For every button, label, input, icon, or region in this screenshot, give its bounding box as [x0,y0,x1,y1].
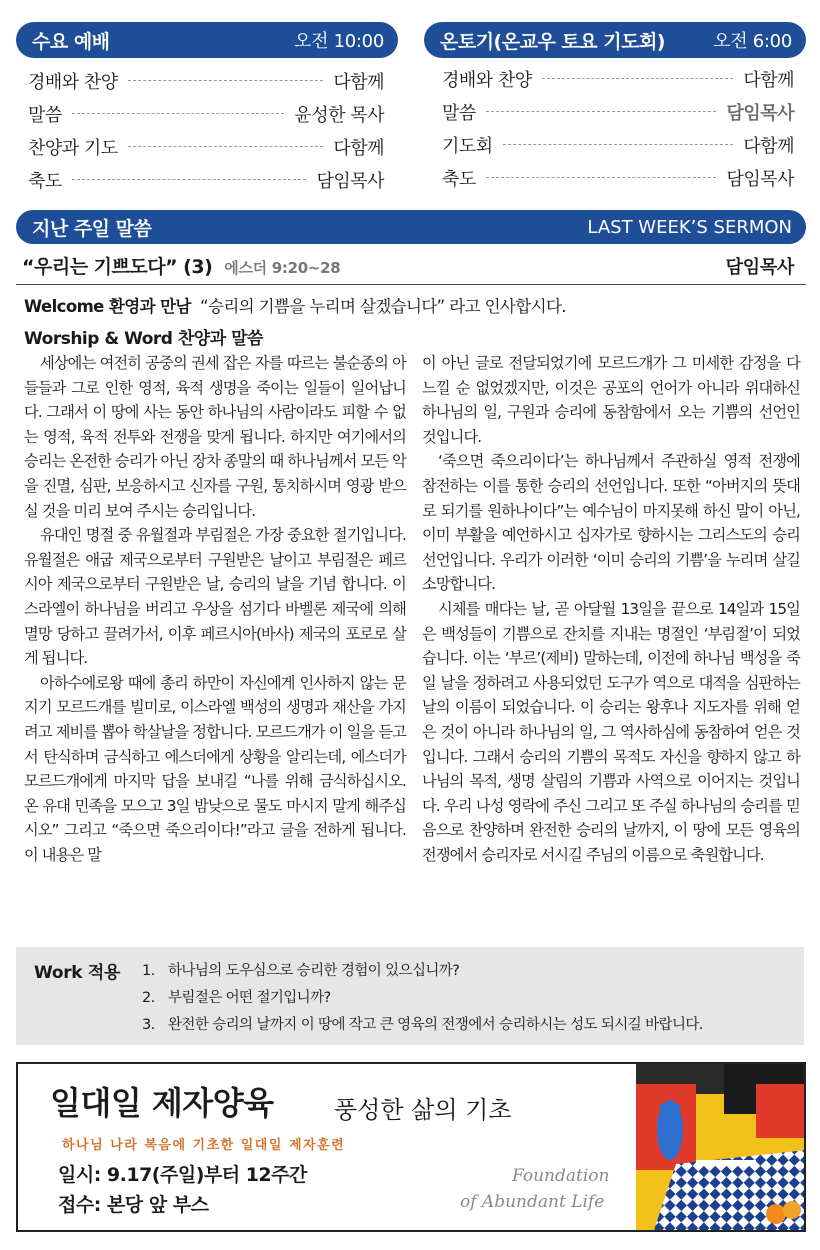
promo-en-line-2: of Abundant Life [460,1192,605,1212]
sermon-preacher: 담임목사 [725,257,794,278]
saturday-prayer-time: 오전 6:00 [713,31,792,52]
schedule-label: 기도회 [442,135,493,157]
sermon-section-title-en: LAST WEEK’S SERMON [587,216,792,238]
schedule-row [442,161,794,194]
welcome-label: Welcome 환영과 만남 [24,297,191,316]
work-item [142,985,703,1012]
wednesday-service-title: 수요 예배 [32,30,110,53]
work-item-number: 2. [142,990,155,1006]
leader-dots [503,144,734,145]
schedule-row [442,62,794,95]
schedule-value: 다함께 [333,71,384,93]
still-life-painting [636,1064,806,1230]
sermon-paragraph: 세상에는 여전히 공중의 권세 잡은 자를 따르는 불순종의 아들들과 그로 인한 영적, 육적 생명을 죽이는 일들이 일어납니다. 그래서 이 땅에 사는 동안 하나님의 사람이라도 피할 수 없는 영적, 육적 전투와 전쟁을 맞게 됩니다. 하지만 여기에서의 승리는 온전한 승리가 아닌 장차 종말의 때 하나님께서 모든 악을 진멸, 심판, 보응하시고 신자를 구원, 통치하시며 영광 받으실 것을 미리 보여 주시는 승리입니다. [24,354,406,520]
sermon-paragraph: 이 아닌 글로 전달되었기에 모르드개가 그 미세한 감정을 다 느낄 순 없었겠지만, 이것은 공포의 언어가 아니라 위대하신 하나님의 일, 구원과 승리에 동참함에서 오는 기쁨의 선언인 것입니다. [422,354,800,446]
saturday-prayer-header [424,22,806,58]
promo-tagline: 하나님 나라 복음에 기초한 일대일 제자훈련 [62,1138,346,1153]
work-label: Work 적용 [34,963,121,983]
schedule-label: 말씀 [28,104,62,126]
work-list [142,958,703,1039]
schedule-value: 담임목사 [726,168,794,190]
welcome-text: “승리의 기쁨을 누리며 살겠습니다” 라고 인사합시다. [200,297,566,316]
sermon-column-left [24,351,406,867]
sermon-column-right [422,351,800,867]
leader-dots [128,80,324,81]
saturday-schedule [442,62,794,194]
schedule-label: 경배와 찬양 [28,71,118,93]
work-item-text: 완전한 승리의 날까지 이 땅에 작고 큰 영육의 전쟁에서 승리하시는 성도 되시길 바랍니다. [168,1017,703,1033]
work-item [142,958,703,985]
sermon-paragraph: 아하수에로왕 때에 총리 하만이 자신에게 인사하지 않는 문지기 모르드개를 빌미로, 이스라엘 백성의 생명과 재산을 가지려고 제비를 뽑아 학살날을 정합니다. 모르드개가 이 일을 듣고서 탄식하며 금식하고 에스더에게 상황을 알리는데, 에스더가 모르드개에게 마지막 답을 보내길 “나를 위해 금식하십시오. 온 유대 민족을 모으고 3일 밤낮으로 물도 마시지 말게 해주십시오” 그리고 “죽으면 죽으리이다!”라고 글을 전하게 됩니다. 이 내용은 말 [24,673,406,864]
promo-title: 일대일 제자양육 [50,1084,274,1122]
worship-label: Worship & Word 찬양과 말씀 [24,329,263,349]
schedule-row [28,163,384,196]
promo-registration: 접수: 본당 앞 부스 [58,1194,209,1216]
last-week-sermon-bar [16,210,806,244]
schedule-value: 다함께 [743,69,794,91]
leader-dots [486,177,717,178]
schedule-row [28,130,384,163]
saturday-prayer-title: 온토기(온교우 토요 기도회) [440,30,665,53]
schedule-value: 다함께 [743,135,794,157]
sermon-title: “우리는 기쁘도다” (3) [22,256,213,278]
work-item [142,1012,703,1039]
work-item-text: 하나님의 도우심으로 승리한 경험이 있으십니까? [168,963,460,979]
work-item-number: 3. [142,1017,155,1033]
work-item-text: 부림절은 어떤 절기입니까? [168,990,331,1006]
promo-en-line-1: Foundation [512,1166,610,1186]
schedule-row [442,128,794,161]
schedule-label: 찬양과 기도 [28,137,118,159]
promo-subtitle: 풍성한 삶의 기초 [334,1096,512,1124]
schedule-label: 축도 [28,170,62,192]
sermon-paragraph: ‘죽으면 죽으리이다’는 하나님께서 주관하실 영적 전쟁에 참전하는 이를 통한 승리의 선언입니다. 또한 “아버지의 뜻대로 되기를 원하나이다”는 예수님이 마지못해 하신 말이 아닌, 이미 부활을 예언하시고 십자가로 향하시는 그리스도의 승리 선언입니다. 우리가 이러한 ‘이미 승리의 기쁨’을 누리며 살길 소망합니다. [422,452,800,594]
leader-dots [542,78,734,79]
discipleship-promo [16,1062,806,1232]
sermon-paragraph: 유대인 명절 중 유월절과 부림절은 가장 중요한 절기입니다. 유월절은 애굽 제국으로부터 구원받은 날이고 부림절은 페르시아 제국으로부터 구원받은 날, 승리의 날을 기념 합니다. 이스라엘이 하나님을 버리고 우상을 섬기다 바벨론 제국에 의해 멸망 당하고 끌려가서, 이후 페르시아(바사) 제국의 포로로 살게 됩니다. [24,526,406,668]
schedule-label: 말씀 [442,102,476,124]
leader-dots [72,179,307,180]
schedule-value: 윤성한 목사 [294,104,384,126]
divider [16,284,806,285]
wednesday-service-header [16,22,398,58]
leader-dots [128,146,324,147]
schedule-row [28,64,384,97]
work-application-box [16,947,804,1045]
schedule-label: 축도 [442,168,476,190]
wednesday-schedule [28,64,384,196]
work-item-number: 1. [142,963,155,979]
sermon-paragraph: 시체를 매다는 날, 곧 아달월 13일을 끝으로 14일과 15일은 백성들이 기쁨으로 잔치를 지내는 명절인 ‘부림절’이 되었습니다. 이는 ‘부르’(제비) 말하는데, 이전에 하나님 백성을 죽일 날을 정하려고 사용되었던 도구가 역으로 대적을 심판하는 날의 이름이 되었습니다. 이 승리는 왕후나 지도자를 위해 얻은 것이 아니라 하나님의 일, 그 역사하심에 동참하여 얻은 것입니다. 그래서 승리의 기쁨의 목적도 자신을 향하지 않고 하나님의 목적, 생명 살림의 기쁨과 사역으로 이어지는 것입니다. 우리 나성 영락에 주신 그리고 또 주실 하나님의 승리를 믿음으로 찬양하며 완전한 승리의 날까지, 이 땅에 모든 영육의 전쟁에서 승리자로 서시길 주님의 이름으로 축원합니다. [422,599,800,864]
schedule-row [442,95,794,128]
promo-date: 일시: 9.17(주일)부터 12주간 [58,1164,307,1186]
leader-dots [486,111,717,112]
schedule-label: 경배와 찬양 [442,69,532,91]
schedule-value: 담임목사 [726,102,794,124]
schedule-value: 다함께 [333,137,384,159]
sermon-section-title: 지난 주일 말씀 [32,217,152,240]
schedule-value: 담임목사 [316,170,384,192]
wednesday-service-time: 오전 10:00 [294,31,384,52]
scripture-reference: 에스더 9:20~28 [224,259,341,277]
schedule-row [28,97,384,130]
leader-dots [72,113,285,114]
sermon-header [22,252,794,280]
welcome-line [24,293,804,317]
